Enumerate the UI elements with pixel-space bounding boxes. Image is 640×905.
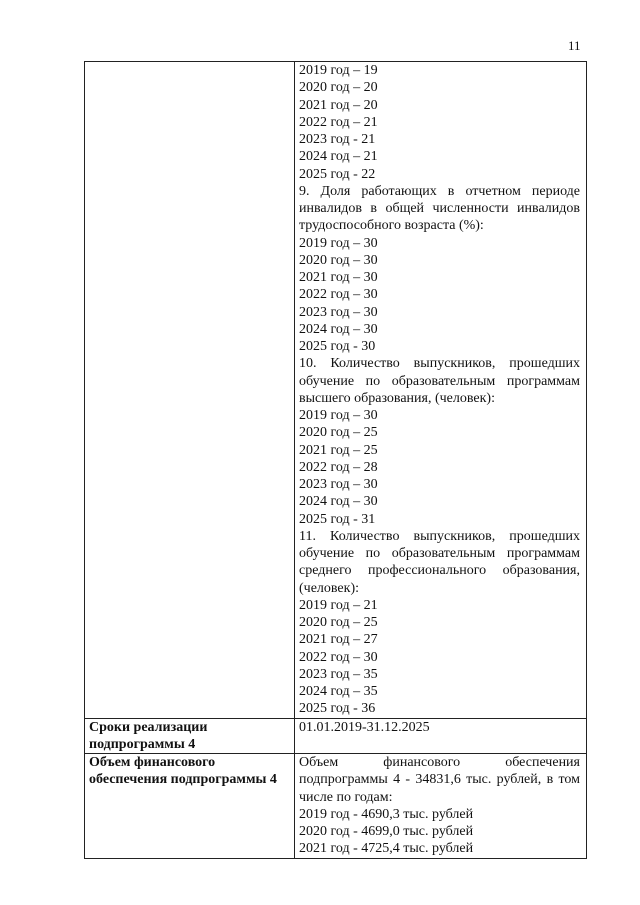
funding-value-cell <box>295 754 587 859</box>
year-value-line: 2025 год - 22 <box>299 166 376 182</box>
year-value-line: 2022 год – 28 <box>299 459 378 475</box>
year-value-line: 2019 год – 19 <box>299 63 378 78</box>
terms-label: Сроки реализации подпрограммы 4 <box>85 718 295 754</box>
indicator-10-title: 10. Количество выпускников, прошедших обучение по образовательным программам высшего образования, (человек): <box>299 356 580 406</box>
indicator-8-years <box>299 62 580 183</box>
indicator-11-years <box>299 597 580 718</box>
subprogram-passport-table <box>84 61 587 859</box>
year-value-line: 2025 год - 36 <box>299 701 376 717</box>
indicator-11-title: 11. Количество выпускников, прошедших обучение по образовательным программам среднего профессионального образования, (человек): <box>299 528 580 596</box>
year-value-line: 2024 год – 30 <box>299 494 378 510</box>
year-value-line: 2020 год – 25 <box>299 425 378 441</box>
year-value-line: 2024 год – 21 <box>299 149 378 165</box>
funding-label: Объем финансового обеспечения подпрограммы 4 <box>85 754 295 859</box>
indicator-10-years <box>299 407 580 528</box>
funding-year-line: 2020 год - 4699,0 тыс. рублей <box>299 824 474 840</box>
year-value-line: 2021 год – 20 <box>299 97 378 113</box>
year-value-line: 2024 год – 35 <box>299 684 378 699</box>
year-value-line: 2025 год - 30 <box>299 339 376 354</box>
page-number: 11 <box>568 38 581 53</box>
table-row-terms <box>85 718 587 754</box>
indicators-value-cell <box>295 62 587 719</box>
year-value-line: 2023 год – 30 <box>299 477 378 492</box>
year-value-line: 2021 год – 25 <box>299 442 378 458</box>
year-value-line: 2023 год – 30 <box>299 304 378 320</box>
year-value-line: 2022 год – 21 <box>299 114 378 130</box>
funding-intro: Объем финансового обеспечения подпрограммы 4 - 34831,6 тыс. рублей, в том числе по годам: <box>299 755 580 805</box>
year-value-line: 2019 год – 30 <box>299 408 378 423</box>
year-value-line: 2021 год – 27 <box>299 632 378 648</box>
year-value-line: 2023 год - 21 <box>299 132 376 147</box>
year-value-line: 2022 год – 30 <box>299 649 378 665</box>
year-value-line: 2020 год – 30 <box>299 252 378 268</box>
funding-year-line: 2019 год - 4690,3 тыс. рублей <box>299 806 474 822</box>
funding-year-line: 2021 год - 4725,4 тыс. рублей <box>299 841 474 857</box>
terms-value: 01.01.2019-31.12.2025 <box>295 718 587 754</box>
year-value-line: 2019 год – 21 <box>299 597 378 613</box>
year-value-line: 2021 год – 30 <box>299 270 378 285</box>
year-value-line: 2023 год – 35 <box>299 666 378 682</box>
indicator-9-title: 9. Доля работающих в отчетном периоде инвалидов в общей численности инвалидов трудоспособного возраста (%): <box>299 183 580 234</box>
year-value-line: 2025 год - 31 <box>299 511 376 527</box>
year-value-line: 2022 год – 30 <box>299 287 378 303</box>
year-value-line: 2019 год – 30 <box>299 235 378 251</box>
table-row-indicators <box>85 62 587 719</box>
indicator-9-years <box>299 235 580 356</box>
table-row-funding <box>85 754 587 859</box>
year-value-line: 2020 год – 25 <box>299 615 378 630</box>
year-value-line: 2024 год – 30 <box>299 321 378 337</box>
indicators-label-cell <box>85 62 295 719</box>
year-value-line: 2020 год – 20 <box>299 80 378 96</box>
